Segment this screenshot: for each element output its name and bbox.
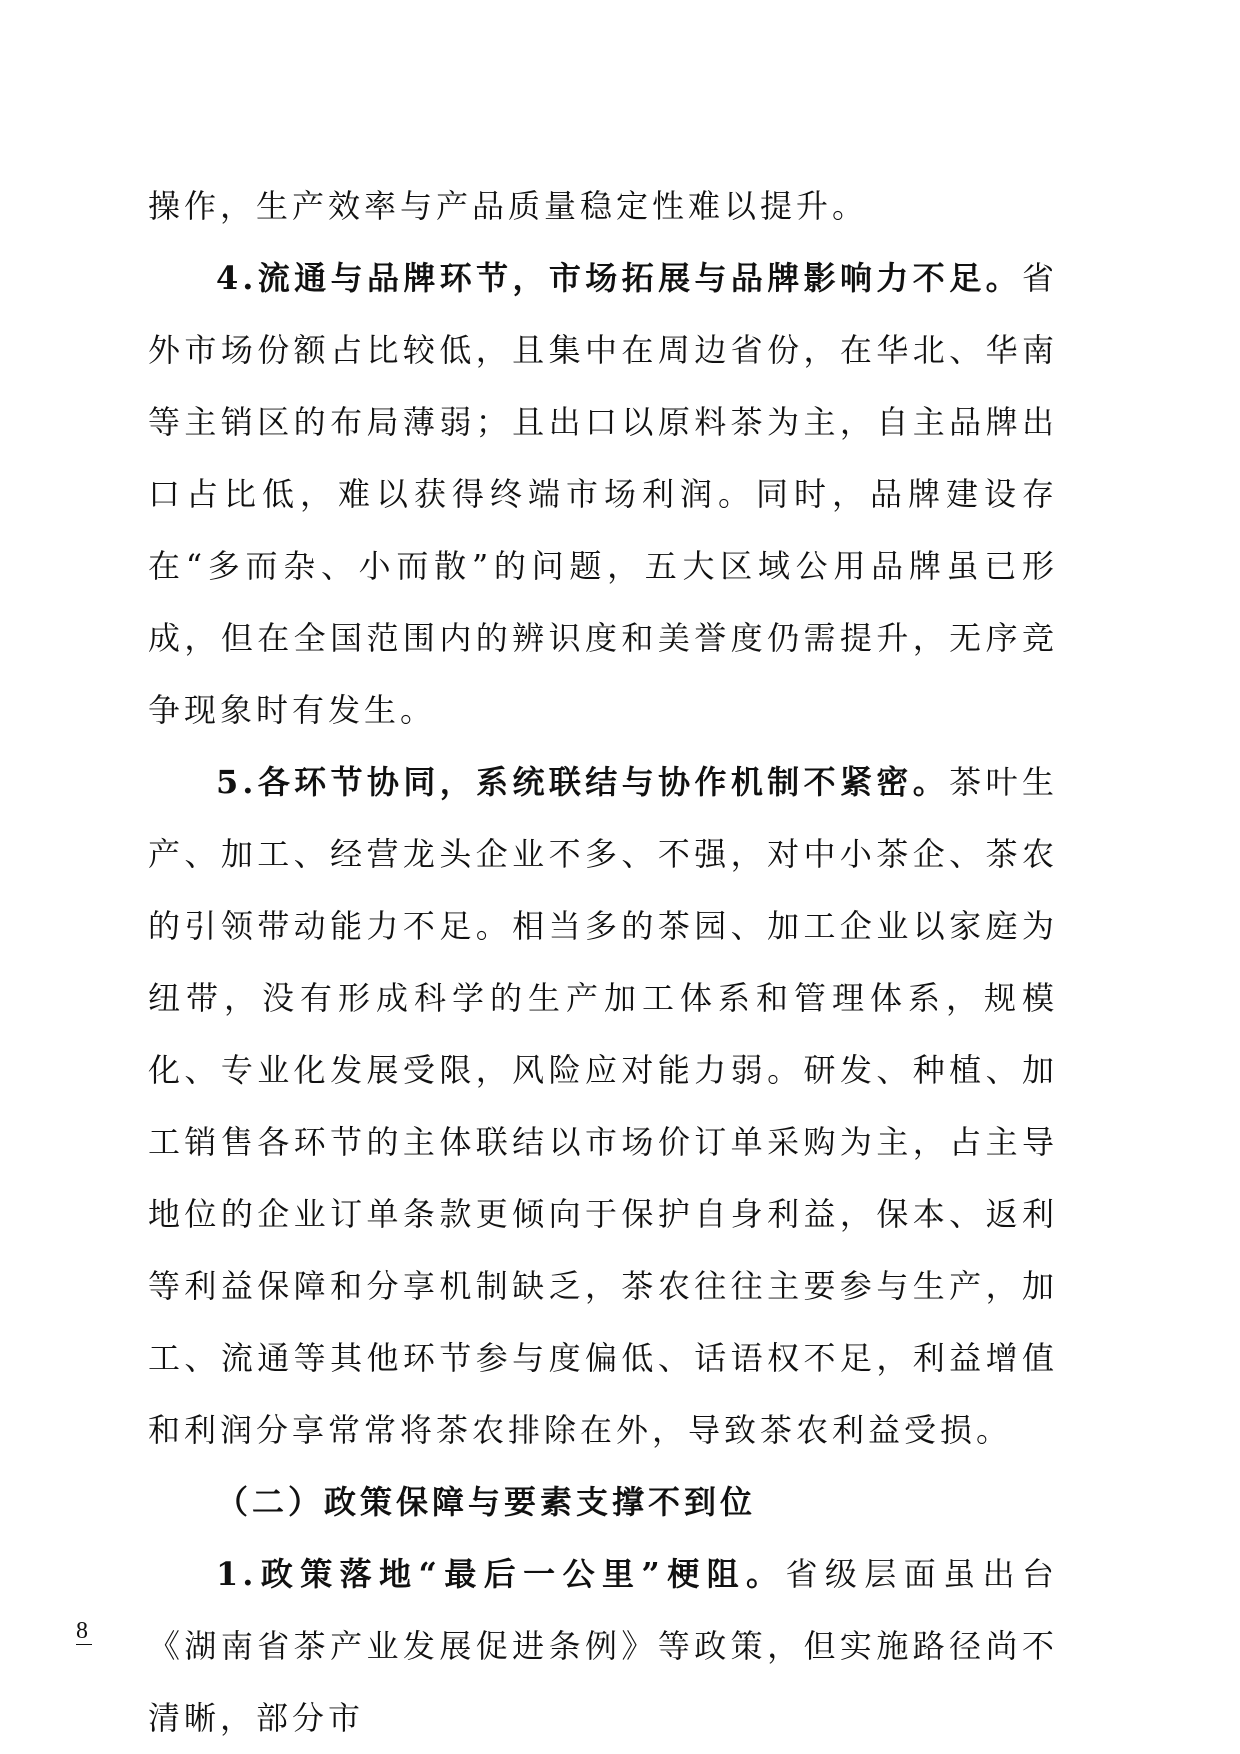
paragraph-body: 茶叶生产、加工、经营龙头企业不多、不强，对中小茶企、茶农的引领带动能力不足。相当多的茶园、加工企业以家庭为纽带，没有形成科学的生产加工体系和管理体系，规模化、专业化发展受限，风险应对能力弱。研发、种植、加工销售各环节的主体联结以市场价订单采购为主，占主导地位的企业订单条款更倾向于保护自身利益，保本、返利等利益保障和分享机制缺乏，茶农往往主要参与生产，加工、流通等其他环节参与度偏低、话语权不足，利益增值和利润分享常常将茶农排除在外，导致茶农利益受损。 <box>148 763 1058 1449</box>
paragraph-continuation: 操作，生产效率与产品质量稳定性难以提升。 <box>148 187 869 225</box>
body-text <box>148 170 1058 1754</box>
paragraph-lead-bold: 4.流通与品牌环节，市场拓展与品牌影响力不足。 <box>216 259 1022 297</box>
paragraph-lead-bold: 1.政策落地“最后一公里”梗阻。 <box>216 1555 786 1593</box>
section-heading: （二）政策保障与要素支撑不到位 <box>216 1483 757 1521</box>
paragraph-coordination <box>148 746 1058 1466</box>
paragraph-body: 省外市场份额占比较低，且集中在周边省份，在华北、华南等主销区的布局薄弱；且出口以原料茶为主，自主品牌出口占比低，难以获得终端市场利润。同时，品牌建设存在“多而杂、小而散”的问题，五大区域公用品牌虽已形成，但在全国范围内的辨识度和美誉度仍需提升，无序竞争现象时有发生。 <box>148 259 1058 729</box>
paragraph-body: 省级层面虽出台《湖南省茶产业发展促进条例》等政策，但实施路径尚不清晰，部分市 <box>148 1555 1058 1737</box>
paragraph-lead-bold: 5.各环节协同，系统联结与协作机制不紧密。 <box>216 763 950 801</box>
paragraph-policy <box>148 1538 1058 1754</box>
paragraph-distribution-brand <box>148 242 1058 746</box>
page-number: 8 <box>76 1618 92 1645</box>
